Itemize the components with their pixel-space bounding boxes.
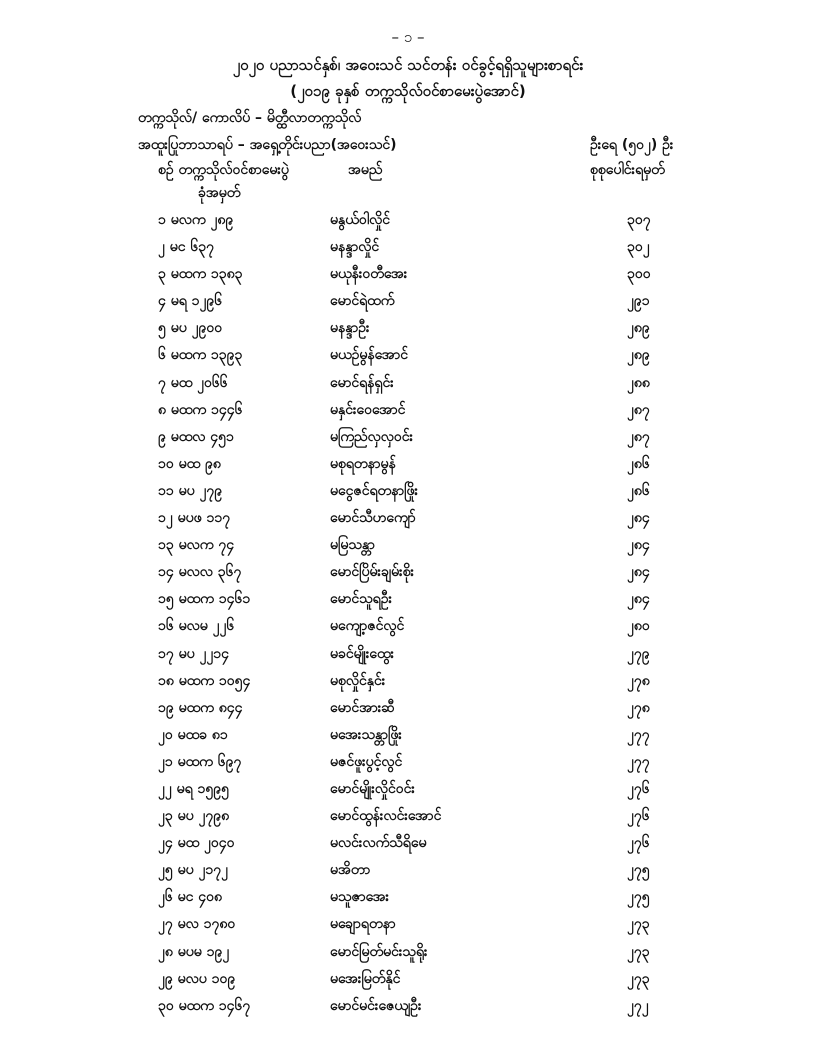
student-name: မောင်ရဲထက် <box>330 293 395 310</box>
student-name: မအေးမြတ်နိုင် <box>330 970 401 987</box>
total-marks: ၂၇၆ <box>627 835 650 852</box>
roll-number: ၂၈ မပမ ၁၉၂ <box>158 943 230 960</box>
header-seq-roll: စဉ် တက္ကသိုလ်ဝင်စာမေးပွဲ <box>158 162 289 178</box>
page-number: – ၁ – <box>391 28 425 46</box>
roll-number: ၂၉ မလပ ၁၀၉ <box>158 970 236 987</box>
total-marks: ၂၇၇ <box>627 726 650 743</box>
total-marks: ၂၇၂ <box>627 997 649 1014</box>
total-marks: ၂၈၉ <box>627 347 650 364</box>
table-row <box>0 910 816 937</box>
total-marks: ၂၈၆ <box>627 455 650 472</box>
student-name: မကျော့ဇင်လွင် <box>330 618 405 635</box>
student-name: မောင်မျိုးလှိုင်ဝင်း <box>330 780 415 797</box>
student-name: မစုလှိုင်နှင်း <box>330 672 386 689</box>
table-row <box>0 829 816 856</box>
table-row <box>0 558 816 585</box>
total-marks: ၂၇၈ <box>627 672 650 689</box>
student-name: မစုရတနာမွန် <box>330 455 396 472</box>
roll-number: ၉ မထလ ၄၅၁ <box>158 428 234 445</box>
table-row <box>0 802 816 829</box>
student-name: မောင်မင်းဇေယျဦး <box>330 997 422 1014</box>
table-row <box>0 341 816 368</box>
roll-number: ၂၂ မရ ၁၅၉၅ <box>158 780 230 797</box>
table-row <box>0 423 816 450</box>
roll-number: ၄ မရ ၁၂၉၆ <box>158 293 223 310</box>
roll-number: ၁၁ မပ ၂၇၉ <box>158 482 223 499</box>
total-marks: ၂၇၃ <box>627 943 650 960</box>
total-count: ဦးရေ (၅၀၂) ဦး <box>590 137 674 153</box>
roll-number: ၆ မထက ၁၃၉၃ <box>158 347 243 364</box>
total-marks: ၃၀၂ <box>627 239 650 256</box>
total-marks: ၂၇၅ <box>627 889 650 906</box>
total-marks: ၂၈၄ <box>627 510 650 527</box>
total-marks: ၂၇၃ <box>627 970 650 987</box>
total-marks: ၂၈၆ <box>627 482 650 499</box>
roll-number: ၁၂ မပဖ ၁၁၇ <box>158 510 231 527</box>
table-row <box>0 640 816 667</box>
total-marks: ၂၇၆ <box>627 780 650 797</box>
student-name: မနန္ဒာဦး <box>330 320 370 337</box>
roll-number: ၂၆ မင ၄၀၈ <box>158 889 223 906</box>
table-row <box>0 369 816 396</box>
total-marks: ၂၇၉ <box>627 645 650 662</box>
total-marks: ၂၈၀ <box>627 618 650 635</box>
table-row <box>0 856 816 883</box>
student-name: မယဉ်မွန်အောင် <box>330 347 409 364</box>
table-row <box>0 883 816 910</box>
header-name: အမည် <box>348 162 383 178</box>
total-marks: ၂၇၇ <box>627 753 650 770</box>
roll-number: ၂၀ မထခ ၈၁ <box>158 726 228 743</box>
roll-number: ၁ မလက ၂၈၉ <box>158 212 234 228</box>
table-row <box>0 314 816 341</box>
roll-number: ၇ မထ ၂၀၆၆ <box>158 374 228 391</box>
student-name: မောင်ထွန်းလင်းအောင် <box>330 808 442 825</box>
table-row <box>0 748 816 775</box>
total-marks: ၂၈၄ <box>627 564 650 581</box>
roll-number: ၁၅ မထက ၁၄၆၁ <box>158 591 251 608</box>
total-marks: ၃၀၇ <box>627 212 651 228</box>
student-name: မနှင်းဝေအောင် <box>330 401 406 418</box>
roll-number: ၂ မင ၆၃၇ <box>158 239 215 256</box>
student-name: မောင်အားဆီ <box>330 699 395 716</box>
table-row <box>0 260 816 287</box>
student-name: မငွေဇင်ရတနာဖြိုး <box>330 482 419 499</box>
table-row <box>0 396 816 423</box>
student-name: မောင်ရန်ရှင်း <box>330 374 394 391</box>
roll-number: ၂၇ မလ ၁၇၈၀ <box>158 916 236 933</box>
table-row <box>0 206 816 233</box>
document-title: ၂၀၂၀ ပညာသင်နှစ်၊ အဝေးသင် သင်တန်း ဝင်ခွင့်ရရှိသူများစာရင်း <box>232 56 584 74</box>
student-name: မောင်မြတ်မင်းသူရိုး <box>330 943 428 960</box>
student-name: မအေးသန္တာဖြိုး <box>330 726 402 743</box>
student-name: မအိတာ <box>330 862 371 879</box>
table-row <box>0 721 816 748</box>
student-name: မောင်သီဟကျော် <box>330 510 416 527</box>
table-row <box>0 965 816 992</box>
table-row <box>0 450 816 477</box>
table-row <box>0 477 816 504</box>
table-row <box>0 531 816 558</box>
student-name: မသူဇာအေး <box>330 889 390 906</box>
table-row <box>0 233 816 260</box>
total-marks: ၃၀၀ <box>627 266 651 283</box>
roll-number: ၂၁ မထက ၆၉၇ <box>158 753 242 770</box>
total-marks: ၂၇၆ <box>627 808 650 825</box>
roll-number: ၃၀ မထက ၁၄၆၇ <box>158 997 251 1014</box>
student-name: မယုနီးဝတီအေး <box>330 266 408 283</box>
total-marks: ၂၇၈ <box>627 699 650 716</box>
total-marks: ၂၈၈ <box>627 374 650 391</box>
roll-number: ၁၄ မလလ ၃၆၇ <box>158 564 242 581</box>
table-row <box>0 694 816 721</box>
student-name: မကြည်လှလှဝင်း <box>330 428 414 445</box>
total-marks: ၂၈၉ <box>627 320 650 337</box>
roll-number: ၂၅ မပ ၂၁၇၂ <box>158 862 228 879</box>
roll-number: ၈ မထက ၁၄၄၆ <box>158 401 243 418</box>
total-marks: ၂၈၄ <box>627 537 650 554</box>
student-name: မနွယ်ဝါလှိုင် <box>330 212 390 228</box>
roll-number: ၁၆ မလမ ၂၂၆ <box>158 618 235 635</box>
roll-number: ၁၃ မလက ၇၄ <box>158 537 235 554</box>
table-row <box>0 287 816 314</box>
table-row <box>0 775 816 802</box>
student-name: မလင်းလက်သီရိမေ <box>330 835 427 852</box>
student-name: မခင်မျိုးထွေး <box>330 645 395 662</box>
total-marks: ၂၉၁ <box>627 293 650 310</box>
roll-number: ၅ မပ ၂၉၀၀ <box>158 320 223 337</box>
student-list <box>0 206 816 1019</box>
roll-number: ၁၉ မထက ၈၄၄ <box>158 699 243 716</box>
roll-number: ၁၀ မထ ၉၈ <box>158 455 221 472</box>
header-roll-line-2: ခုံအမှတ် <box>198 185 241 201</box>
student-name: မဇင်ဖူးပွင့်လွင် <box>330 753 403 770</box>
roll-number: ၂၄ မထ ၂၀၄၀ <box>158 835 235 852</box>
table-row <box>0 504 816 531</box>
total-marks: ၂၈၇ <box>627 401 650 418</box>
major-line: အထူးပြုဘာသာရပ် – အရှေ့တိုင်းပညာ(အဝေးသင်) <box>138 137 397 153</box>
total-marks: ၂၈၇ <box>627 428 650 445</box>
table-row <box>0 992 816 1019</box>
roll-number: ၃ မထက ၁၃၈၃ <box>158 266 243 283</box>
header-marks: စုစုပေါင်းရမှတ် <box>590 162 665 178</box>
university-line: တက္ကသိုလ်/ ကောလိပ် – မိတ္ထီလာတက္ကသိုလ် <box>138 110 362 126</box>
table-row <box>0 585 816 612</box>
roll-number: ၂၃ မပ ၂၇၉၈ <box>158 808 230 825</box>
table-row <box>0 612 816 639</box>
student-name: မမြသန္တာ <box>330 537 375 554</box>
total-marks: ၂၇၃ <box>627 916 650 933</box>
document-subtitle: (၂၀၁၉ ခုနှစ် တက္ကသိုလ်ဝင်စာမေးပွဲအောင်) <box>290 82 526 100</box>
student-name: မချောရတနာ <box>330 916 396 933</box>
table-row <box>0 938 816 965</box>
student-name: မောင်ပြိမ်းချမ်းစိုး <box>330 564 415 581</box>
total-marks: ၂၇၅ <box>627 862 650 879</box>
student-name: မောင်သူရဦး <box>330 591 393 608</box>
total-marks: ၂၈၄ <box>627 591 650 608</box>
student-name: မနန္ဒာလှိုင် <box>330 239 380 256</box>
table-row <box>0 667 816 694</box>
roll-number: ၁၈ မထက ၁၀၅၄ <box>158 672 251 689</box>
roll-number: ၁၇ မပ ၂၂၁၄ <box>158 645 229 662</box>
